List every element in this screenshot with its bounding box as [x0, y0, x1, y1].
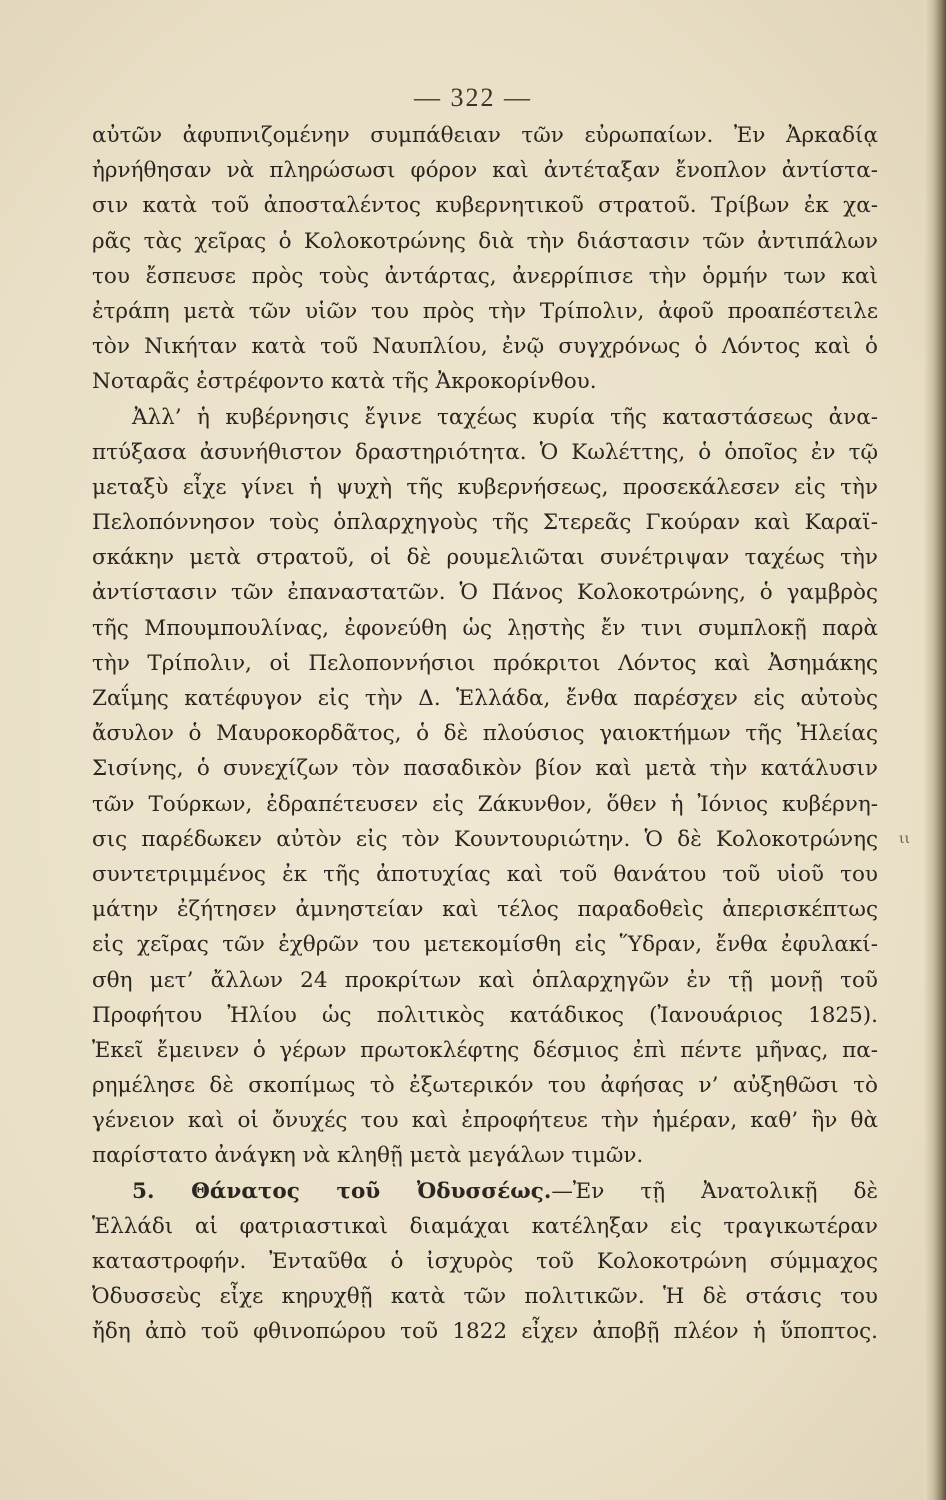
text-line: Ἀλλ’ ἡ κυβέρνησις ἔγινε ταχέως κυρία τῆς καταστάσεως ἀνα- — [132, 404, 878, 430]
text-line: του ἔσπευσε πρὸς τοὺς ἀντάρτας, ἀνερρίπισε τὴν ὁρμήν των καὶ — [92, 263, 878, 289]
text-line: Ἐκεῖ ἔμεινεν ὁ γέρων πρωτοκλέφτης δέσμιος ἐπὶ πέντε μῆνας, πα- — [92, 1037, 878, 1063]
text-line: τῶν Τούρκων, ἐδραπέτευσεν εἰς Ζάκυνθον, ὅθεν ἡ Ἰόνιος κυβέρνη- — [92, 791, 878, 817]
text-line: Σισίνης, ὁ συνεχίζων τὸν πασαδικὸν βίον καὶ μετὰ τὴν κατάλυσιν — [92, 756, 878, 782]
text-line: εἰς χεῖρας τῶν ἐχθρῶν του μετεκομίσθη εἰς Ὕδραν, ἔνθα ἐφυλακί- — [92, 932, 878, 958]
text-line: ἄσυλον ὁ Μαυροκορδᾶτος, ὁ δὲ πλούσιος γαιοκτήμων τῆς Ἠλείας — [92, 721, 878, 747]
text-line: σιν κατὰ τοῦ ἀποσταλέντος κυβερνητικοῦ στρατοῦ. Τρίβων ἐκ χα- — [92, 193, 878, 219]
text-line: παρίστατο ἀνάγκη νὰ κληθῇ μετὰ μεγάλων τιμῶν. — [92, 1143, 644, 1169]
section-heading: 5. Θάνατος τοῦ Ὀδυσσέως. — [132, 1178, 552, 1204]
page-edge-shadow — [924, 0, 946, 1500]
text-line: συντετριμμένος ἐκ τῆς ἀποτυχίας καὶ τοῦ θανάτου τοῦ υἱοῦ του — [92, 861, 878, 887]
text-line: αὐτῶν ἀφυπνιζομένην συμπάθειαν τῶν εὐρωπαίων. Ἐν Ἀρκαδίᾳ — [92, 123, 878, 148]
section-first-line — [92, 1174, 878, 1209]
text-line: ἠρνήθησαν νὰ πληρώσωσι φόρον καὶ ἀντέταξαν ἔνοπλον ἀντίστα- — [92, 158, 878, 184]
text-line: τὴν Τρίπολιν, οἱ Πελοποννήσιοι πρόκριτοι Λόντος καὶ Ἀσημάκης — [92, 650, 878, 676]
text-line: τῆς Μπουμπουλίνας, ἐφονεύθη ὡς λῃστὴς ἔν τινι συμπλοκῇ παρὰ — [92, 615, 878, 641]
text-line: Ὀδυσσεὺς εἶχε κηρυχθῇ κατὰ τῶν πολιτικῶν. Ἡ δὲ στάσις του — [92, 1284, 878, 1310]
text-line: μάτην ἐζήτησεν ἀμνηστείαν καὶ τέλος παραδοθεὶς ἀπερισκέπτως — [92, 897, 878, 923]
text-line: Ἑλλάδι αἱ φατριαστικαὶ διαμάχαι κατέληξαν εἰς τραγικωτέραν — [92, 1213, 878, 1239]
text-line: ἀντίστασιν τῶν ἐπαναστατῶν. Ὁ Πάνος Κολοκοτρώνης, ὁ γαμβρὸς — [92, 580, 878, 606]
text-line: καταστροφήν. Ἐνταῦθα ὁ ἰσχυρὸς τοῦ Κολοκοτρώνη σύμμαχος — [92, 1249, 878, 1274]
text-line: ρημέλησε δὲ σκοπίμως τὸ ἐξωτερικόν του ἀφήσας ν’ αὐξηθῶσι τὸ — [92, 1073, 878, 1099]
text-line: ἐτράπη μετὰ τῶν υἱῶν του πρὸς τὴν Τρίπολιν, ἀφοῦ προαπέστειλε — [92, 298, 878, 324]
text-line: ἤδη ἀπὸ τοῦ φθινοπώρου τοῦ 1822 εἶχεν ἀποβῇ πλέον ἡ ὕποπτος. — [92, 1319, 878, 1345]
margin-mark: ιι — [899, 831, 910, 847]
text-line: σκάκην μετὰ στρατοῦ, οἱ δὲ ρουμελιῶται συνέτριψαν ταχέως τὴν — [92, 545, 878, 571]
page-number: — 322 — — [414, 83, 532, 112]
text-line: γένειον καὶ οἱ ὄνυχές του καὶ ἐπροφήτευε τὴν ἡμέραν, καθ’ ἣν θὰ — [92, 1108, 878, 1134]
text-line: Ζαΐμης κατέφυγον εἰς τὴν Δ. Ἑλλάδα, ἔνθα παρέσχεν εἰς αὐτοὺς — [92, 686, 878, 711]
text-line: σις παρέδωκεν αὐτὸν εἰς τὸν Κουντουριώτην. Ὁ δὲ Κολοκοτρώνης — [92, 826, 878, 852]
section-first-line-rest: —Ἐν τῇ Ἀνατολικῇ δὲ — [551, 1178, 878, 1204]
text-line: Προφήτου Ἠλίου ὡς πολιτικὸς κατάδικος (Ἰανουάριος 1825). — [92, 1002, 878, 1028]
body-text — [92, 118, 878, 1350]
text-line: τὸν Νικήταν κατὰ τοῦ Ναυπλίου, ἐνῷ συγχρόνως ὁ Λόντος καὶ ὁ — [92, 334, 878, 360]
text-line: ρᾶς τὰς χεῖρας ὁ Κολοκοτρώνης διὰ τὴν διάστασιν τῶν ἀντιπάλων — [92, 228, 878, 254]
text-line: σθη μετ’ ἄλλων 24 προκρίτων καὶ ὁπλαρχηγῶν ἐν τῇ μονῇ τοῦ — [92, 967, 878, 993]
text-line: Νοταρᾶς ἐστρέφοντο κατὰ τῆς Ἀκροκορίνθου. — [92, 369, 597, 395]
text-line: πτύξασα ἀσυνήθιστον δραστηριότητα. Ὁ Κωλέττης, ὁ ὁποῖος ἐν τῷ — [92, 439, 878, 465]
text-line: μεταξὺ εἶχε γίνει ἡ ψυχὴ τῆς κυβερνήσεως, προσεκάλεσεν εἰς τὴν — [92, 474, 878, 500]
text-line: Πελοπόννησον τοὺς ὁπλαρχηγοὺς τῆς Στερεᾶς Γκούραν καὶ Καραϊ- — [92, 510, 878, 536]
